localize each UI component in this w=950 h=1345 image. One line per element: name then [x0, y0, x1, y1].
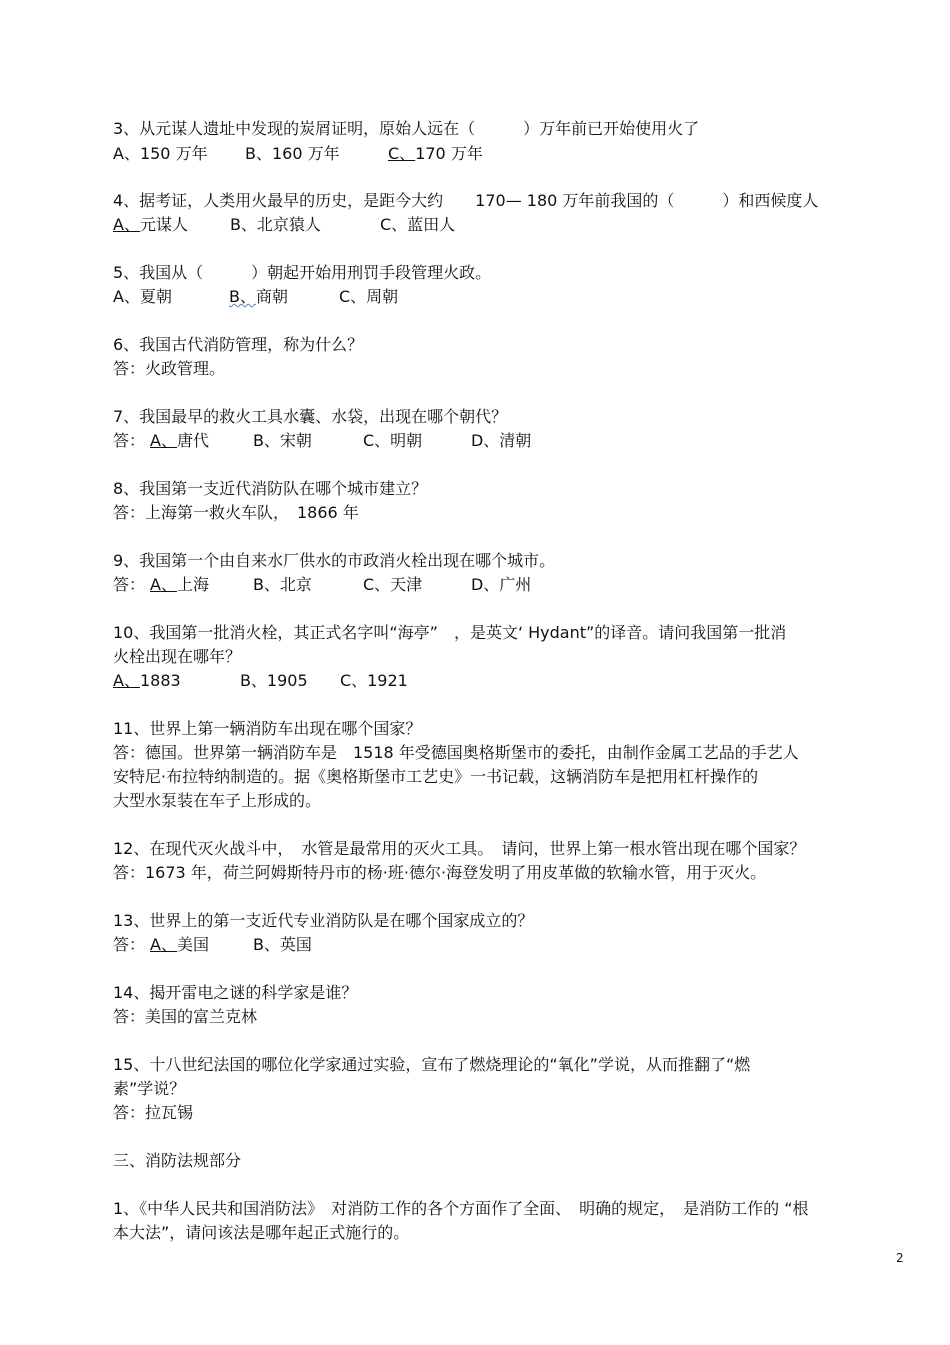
- text-segment: A、: [150, 431, 177, 450]
- text-segment: 8、我国第一支近代消防队在哪个城市建立？: [113, 479, 428, 498]
- text-line: [113, 862, 766, 884]
- text-segment: 6、我国古代消防管理，称为什么？: [113, 335, 364, 354]
- text-segment: 答：火政管理。: [113, 359, 226, 378]
- text-segment: 14、揭开雷电之谜的科学家是谁？: [113, 983, 358, 1002]
- page-number: 2: [896, 1251, 904, 1265]
- text-line: [113, 118, 699, 140]
- text-line: [113, 766, 758, 788]
- text-segment: 7、我国最早的救火工具水囊、水袋，出现在哪个朝代？: [113, 407, 508, 426]
- text-line: [113, 1054, 750, 1076]
- text-line: [113, 790, 321, 812]
- text-segment: 素”学说？: [113, 1079, 186, 1098]
- text-line: [113, 406, 507, 428]
- text-segment: D、清朝: [470, 431, 532, 450]
- text-segment: 美国: [176, 935, 209, 954]
- text-line: [113, 622, 786, 644]
- text-segment: C、天津: [362, 575, 423, 594]
- text-line: [113, 718, 421, 740]
- text-segment: 上海: [176, 575, 209, 594]
- text-segment: A、: [150, 575, 177, 594]
- text-line: [113, 214, 455, 236]
- text-line: [113, 358, 225, 380]
- text-line: [113, 478, 427, 500]
- text-segment: B、1905: [239, 671, 308, 690]
- text-line: [113, 1198, 809, 1220]
- text-segment: 答：: [113, 431, 146, 450]
- text-segment: A、: [113, 671, 140, 690]
- text-segment: 答：美国的富兰克林: [113, 1007, 258, 1026]
- text-line: [113, 1102, 193, 1124]
- text-segment: A、夏朝: [113, 287, 172, 306]
- text-segment: B、北京猿人: [229, 215, 321, 234]
- text-line: [113, 982, 357, 1004]
- text-segment: 三、消防法规部分: [113, 1151, 242, 1170]
- text-segment: B、宋朝: [252, 431, 312, 450]
- text-line: [113, 1150, 241, 1172]
- text-segment: 12、在现代灭火战斗中， 水管是最常用的灭火工具。 请问，世界上第一根水管出现在哪个国家？: [113, 839, 806, 858]
- text-segment: B、北京: [252, 575, 312, 594]
- text-segment: 唐代: [176, 431, 209, 450]
- text-segment: C、: [388, 144, 416, 163]
- text-segment: A、150 万年: [113, 144, 208, 163]
- text-segment: 1883: [139, 671, 181, 690]
- text-segment: B、英国: [252, 935, 312, 954]
- text-segment: 170 万年: [415, 144, 483, 163]
- text-line: [113, 286, 398, 308]
- text-line: [113, 574, 531, 596]
- text-line: [113, 502, 359, 524]
- text-line: [113, 1006, 257, 1028]
- text-line: [113, 646, 241, 668]
- text-segment: 火栓出现在哪年？: [113, 647, 242, 666]
- text-line: [113, 742, 799, 764]
- text-line: [113, 934, 312, 956]
- text-segment: B、160 万年: [245, 144, 340, 163]
- text-segment: C、明朝: [362, 431, 423, 450]
- text-line: [113, 334, 363, 356]
- text-line: [113, 190, 818, 212]
- text-segment: A、: [113, 215, 140, 234]
- text-segment: 商朝: [255, 287, 288, 306]
- text-line: [113, 670, 408, 692]
- text-line: [113, 910, 533, 932]
- text-segment: C、1921: [339, 671, 408, 690]
- text-segment: 安特尼·布拉特纳制造的。据《奥格斯堡市工艺史》一书记载，这辆消防车是把用杠杆操作的: [113, 767, 759, 786]
- text-line: [113, 1078, 185, 1100]
- text-line: [113, 838, 805, 860]
- text-segment: 元谋人: [139, 215, 188, 234]
- text-segment: 答：拉瓦锡: [113, 1103, 194, 1122]
- text-line: [113, 143, 483, 165]
- text-segment: D、广州: [470, 575, 532, 594]
- text-line: [113, 1222, 409, 1244]
- text-segment: 3、从元谋人遗址中发现的炭屑证明，原始人远在（ ）万年前已开始使用火了: [113, 119, 700, 138]
- text-line: [113, 430, 531, 452]
- text-segment: A、: [150, 935, 177, 954]
- text-segment: 10、我国第一批消火栓，其正式名字叫“海亭” ，是英文‘ Hydant”的译音。请问我国第一批消: [113, 623, 787, 642]
- text-segment: 答：上海第一救火车队， 1866 年: [113, 503, 359, 522]
- text-segment: 答：1673 年，荷兰阿姆斯特丹市的杨·班·德尔·海登发明了用皮革做的软输水管，用于灭火。: [113, 863, 767, 882]
- text-segment: 答：: [113, 935, 146, 954]
- text-segment: 答：: [113, 575, 146, 594]
- text-segment: C、周朝: [338, 287, 399, 306]
- text-segment: 4、据考证，人类用火最早的历史，是距今大约 170— 180 万年前我国的（ ）和西候度人: [113, 191, 819, 210]
- text-segment: 答：德国。世界第一辆消防车是 1518 年受德国奥格斯堡市的委托，由制作金属工艺品的手艺人: [113, 743, 799, 762]
- text-segment: 大型水泵装在车子上形成的。: [113, 791, 322, 810]
- text-line: [113, 550, 555, 572]
- text-segment: 11、世界上第一辆消防车出现在哪个国家？: [113, 719, 422, 738]
- text-segment: 5、我国从（ ）朝起开始用刑罚手段管理火政。: [113, 263, 492, 282]
- text-segment: B、: [229, 287, 256, 306]
- text-line: [113, 262, 491, 284]
- text-segment: 1、《中华人民共和国消防法》 对消防工作的各个方面作了全面、 明确的规定， 是消防工作的 “根: [113, 1199, 809, 1218]
- text-segment: 13、世界上的第一支近代专业消防队是在哪个国家成立的？: [113, 911, 534, 930]
- text-segment: 9、我国第一个由自来水厂供水的市政消火栓出现在哪个城市。: [113, 551, 556, 570]
- text-segment: C、蓝田人: [379, 215, 456, 234]
- text-segment: 本大法”，请问该法是哪年起正式施行的。: [113, 1223, 410, 1242]
- text-segment: 15、十八世纪法国的哪位化学家通过实验，宣布了燃烧理论的“氧化”学说，从而推翻了“燃: [113, 1055, 751, 1074]
